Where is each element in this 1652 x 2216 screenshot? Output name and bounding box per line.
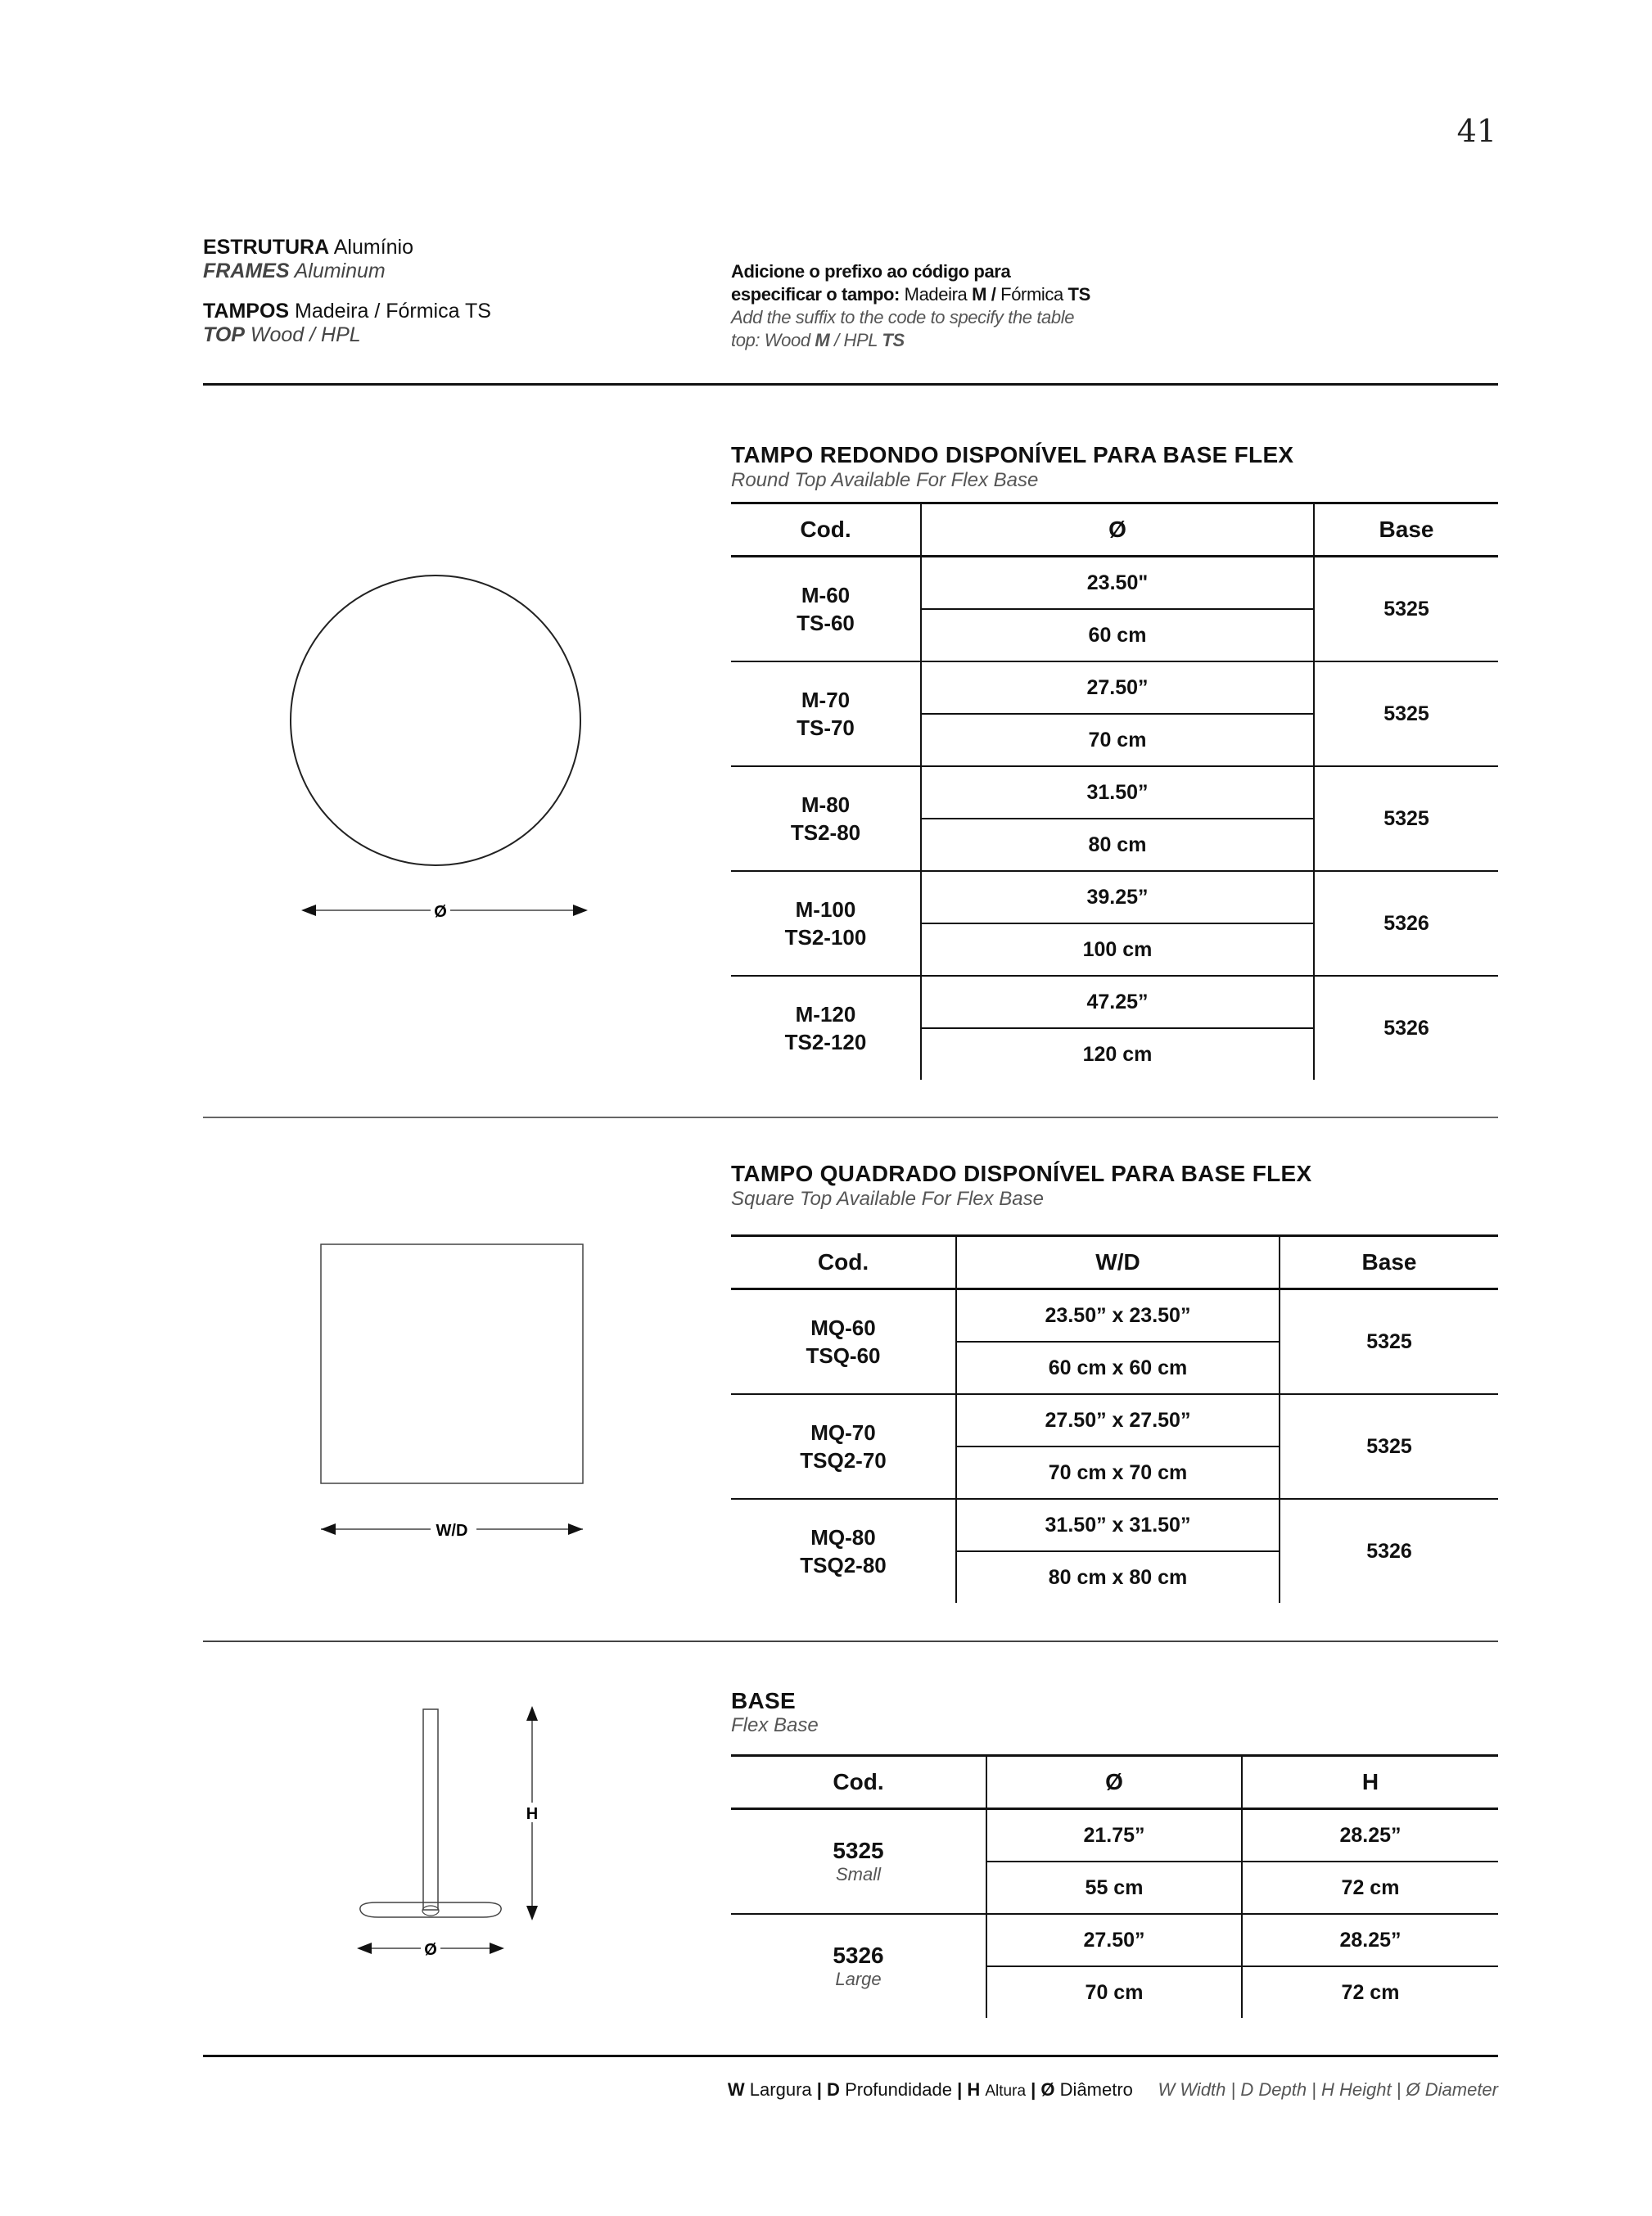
note-en-sep: / HPL <box>834 330 878 350</box>
round-code-cell: M-60 TS-60 <box>731 557 921 662</box>
round-code-cell: M-80 TS2-80 <box>731 766 921 871</box>
page-number: 41 <box>1456 113 1496 149</box>
round-inch-cell: 31.50” <box>921 766 1314 819</box>
base-column <box>423 1709 438 1910</box>
base-h-cm-cell: 72 cm <box>1242 1966 1498 2018</box>
round-header-code: Cod. <box>731 503 921 557</box>
round-cm-cell: 70 cm <box>921 714 1314 766</box>
divider-middle-2 <box>203 1641 1498 1642</box>
base-code-cell <box>731 1809 986 1915</box>
table-row <box>731 557 1498 610</box>
note-wood: Madeira <box>904 284 968 305</box>
round-code-cell: M-70 TS-70 <box>731 661 921 766</box>
arrow-up-icon <box>526 1706 538 1721</box>
base-header-code: Cod. <box>731 1756 986 1809</box>
square-inch-cell: 27.50” x 27.50” <box>956 1394 1280 1446</box>
round-code-cell: M-100 TS2-100 <box>731 871 921 976</box>
round-base-cell: 5326 <box>1314 871 1498 976</box>
divider-top <box>203 383 1498 386</box>
legend-o: Ø <box>1040 2079 1055 2100</box>
base-size: Large <box>835 1969 882 1989</box>
round-diameter-label: Ø <box>434 903 447 921</box>
arrow-down-icon <box>526 1906 538 1920</box>
note-en-line-2: top: Wood <box>731 330 810 350</box>
round-header-base: Base <box>1314 503 1498 557</box>
square-base-cell: 5325 <box>1280 1289 1498 1395</box>
base-h-in-cell: 28.25” <box>1242 1809 1498 1862</box>
square-table <box>731 1234 1498 1603</box>
square-header-base: Base <box>1280 1236 1498 1289</box>
legend-o-pt: Diâmetro <box>1059 2079 1133 2100</box>
table-row <box>731 766 1498 819</box>
arrow-left-icon <box>301 905 316 916</box>
base-d-cm-cell: 55 cm <box>986 1862 1242 1914</box>
note-code-m: M / <box>972 284 996 305</box>
square-base-cell: 5326 <box>1280 1499 1498 1603</box>
legend-w: W <box>727 2079 745 2100</box>
round-header-diameter: Ø <box>921 503 1314 557</box>
spec-structure <box>203 236 413 283</box>
base-h-cm-cell: 72 cm <box>1242 1862 1498 1914</box>
legend-w-pt: Largura <box>749 2079 812 2100</box>
base-d-cm-cell: 70 cm <box>986 1966 1242 2018</box>
base-code: 5326 <box>833 1943 884 1968</box>
table-row <box>731 1914 1498 1966</box>
square-wd-label: W/D <box>436 1522 468 1540</box>
square-header-code: Cod. <box>731 1236 956 1289</box>
legend-h: H <box>967 2079 981 2100</box>
base-code-cell <box>731 1914 986 2018</box>
legend-h-pt: Altura <box>985 2083 1027 2100</box>
arrow-left-icon <box>321 1523 336 1535</box>
square-header-wd: W/D <box>956 1236 1280 1289</box>
table-row <box>731 1289 1498 1343</box>
legend-d-pt: Profundidade <box>845 2079 952 2100</box>
note-en-line-1: Add the suffix to the code to specify the table <box>731 307 1075 327</box>
tops-label: TAMPOS <box>203 300 290 323</box>
round-title: TAMPO REDONDO DISPONÍVEL PARA BASE FLEX <box>731 442 1294 467</box>
prefix-note <box>731 260 1157 352</box>
arrow-left-icon <box>357 1943 372 1954</box>
legend-en: W Width | D Depth | H Height | Ø Diameter <box>1158 2079 1498 2100</box>
note-formica: Fórmica <box>1000 284 1063 305</box>
square-cm-cell: 60 cm x 60 cm <box>956 1342 1280 1394</box>
table-row <box>731 1499 1498 1551</box>
round-base-cell: 5325 <box>1314 557 1498 662</box>
square-subtitle: Square Top Available For Flex Base <box>731 1188 1044 1210</box>
base-title: BASE <box>731 1688 796 1713</box>
round-inch-cell: 23.50" <box>921 557 1314 610</box>
round-base-cell: 5326 <box>1314 976 1498 1080</box>
square-code-cell: MQ-60 TSQ-60 <box>731 1289 956 1395</box>
table-row <box>731 1394 1498 1446</box>
frames-label: FRAMES <box>203 260 290 282</box>
round-cm-cell: 120 cm <box>921 1028 1314 1080</box>
note-en-code-ts: TS <box>882 330 905 350</box>
round-code-cell: M-120 TS2-120 <box>784 1002 867 1054</box>
table-row <box>731 1809 1498 1862</box>
base-header-height: H <box>1242 1756 1498 1809</box>
round-inch-cell: 47.25” <box>921 976 1314 1028</box>
round-top-outline <box>291 575 580 865</box>
base-height-label: H <box>526 1805 539 1823</box>
square-title: TAMPO QUADRADO DISPONÍVEL PARA BASE FLEX <box>731 1161 1312 1186</box>
note-line-1: Adicione o prefixo ao código para <box>731 261 1011 282</box>
square-code-cell: MQ-70 TSQ2-70 <box>731 1394 956 1499</box>
round-inch-cell: 27.50” <box>921 661 1314 714</box>
round-inch-cell: 39.25” <box>921 871 1314 923</box>
arrow-right-icon <box>568 1523 583 1535</box>
arrow-right-icon <box>490 1943 504 1954</box>
base-size: Small <box>835 1864 881 1884</box>
base-subtitle: Flex Base <box>731 1714 819 1736</box>
square-cm-cell: 80 cm x 80 cm <box>956 1551 1280 1603</box>
note-en-code-m: M <box>815 330 830 350</box>
square-inch-cell: 23.50” x 23.50” <box>956 1289 1280 1343</box>
round-cm-cell: 100 cm <box>921 923 1314 976</box>
spec-tops <box>203 300 491 347</box>
round-cm-cell: 60 cm <box>921 609 1314 661</box>
note-code-ts: TS <box>1067 284 1090 305</box>
dimension-legend: W Largura | D Profundidade | H Altura | Ø Diâmetro W Width | D Depth | H Height | Ø Diameter <box>727 2079 1498 2100</box>
flex-base-diagram <box>344 1695 557 1973</box>
base-diameter-label: Ø <box>424 1941 437 1959</box>
square-base-cell: 5325 <box>1280 1394 1498 1499</box>
base-d-in-cell: 27.50” <box>986 1914 1242 1966</box>
square-cm-cell: 70 cm x 70 cm <box>956 1446 1280 1499</box>
divider-middle-1 <box>203 1117 1498 1118</box>
base-code: 5325 <box>833 1838 884 1863</box>
round-top-diagram <box>278 565 606 933</box>
legend-d: D <box>827 2079 840 2100</box>
round-subtitle: Round Top Available For Flex Base <box>731 469 1039 491</box>
round-cm-cell: 80 cm <box>921 819 1314 871</box>
table-row <box>731 976 1498 1028</box>
base-d-in-cell: 21.75” <box>986 1809 1242 1862</box>
square-code-cell: MQ-80 TSQ2-80 <box>800 1525 887 1577</box>
table-row <box>731 871 1498 923</box>
frames-value: Aluminum <box>294 260 386 282</box>
top-label: TOP <box>203 323 245 346</box>
square-top-diagram <box>311 1236 598 1547</box>
top-value: Wood / HPL <box>250 323 361 346</box>
round-table <box>731 502 1498 1080</box>
note-line-2: especificar o tampo: <box>731 284 900 305</box>
base-header-diameter: Ø <box>986 1756 1242 1809</box>
structure-value: Alumínio <box>333 236 414 259</box>
square-inch-cell: 31.50” x 31.50” <box>956 1499 1280 1551</box>
square-top-outline <box>321 1244 583 1483</box>
structure-label: ESTRUTURA <box>203 236 330 259</box>
round-base-cell: 5325 <box>1314 661 1498 766</box>
arrow-right-icon <box>573 905 588 916</box>
table-row <box>731 661 1498 714</box>
divider-bottom <box>203 2055 1498 2057</box>
base-table <box>731 1754 1498 2018</box>
base-h-in-cell: 28.25” <box>1242 1914 1498 1966</box>
round-base-cell: 5325 <box>1314 766 1498 871</box>
tops-value: Madeira / Fórmica TS <box>295 300 491 323</box>
